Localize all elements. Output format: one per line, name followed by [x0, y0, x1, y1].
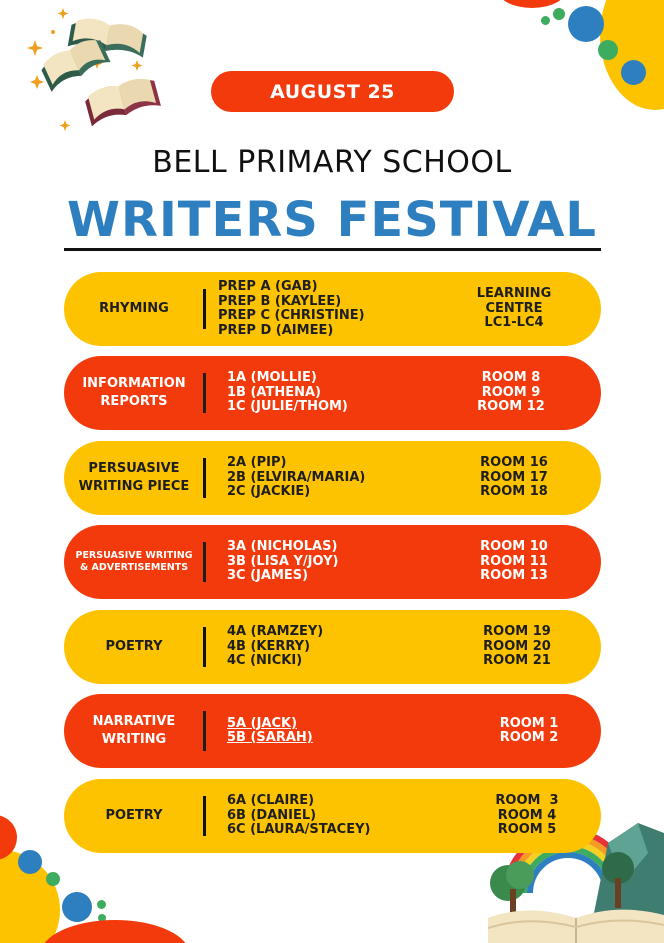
class-item: 4C (NICKI): [227, 653, 303, 669]
room-item: CENTRE: [485, 300, 543, 316]
row-divider: [203, 289, 206, 329]
class-list: [227, 525, 338, 599]
decor-circle-bl-red2: [40, 920, 190, 943]
room-item: ROOM 17: [480, 469, 548, 485]
room-list: [454, 272, 574, 346]
topic-label: PERSUASIVE WRITING PIECE: [78, 461, 190, 494]
room-item: ROOM 11: [480, 553, 548, 569]
room-item: ROOM 19: [483, 624, 551, 640]
room-item: ROOM 2: [499, 730, 559, 745]
class-item: 1B (ATHENA): [227, 384, 321, 400]
class-item: PREP D (AIMEE): [218, 322, 334, 338]
row-divider: [203, 458, 206, 498]
class-item: 1A (MOLLIE): [227, 370, 317, 386]
room-list: [451, 356, 571, 430]
class-list: [218, 272, 365, 346]
room-item: ROOM 10: [480, 539, 548, 555]
class-item: 3A (NICHOLAS): [227, 539, 338, 555]
schedule-row-poetry-4: [64, 610, 601, 684]
class-item: 4A (RAMZEY): [227, 624, 324, 640]
room-list: [457, 610, 577, 684]
topic-label: INFORMATION REPORTS: [82, 376, 186, 409]
class-item: 3B (LISA Y/JOY): [227, 553, 339, 569]
room-item: ROOM 8: [481, 370, 541, 386]
decor-circle-tr-blue2: [621, 60, 646, 85]
decor-circle-tr-green2: [541, 16, 550, 25]
topic-label: PERSUASIVE WRITING & ADVERTISEMENTS: [75, 550, 193, 573]
topic-label: NARRATIVE WRITING: [92, 714, 176, 747]
page-title: WRITERS FESTIVAL: [67, 192, 597, 248]
topic-label: RHYMING: [99, 301, 169, 316]
class-item: 2B (ELVIRA/MARIA): [227, 469, 366, 485]
schedule-row-persuasive-writing: [64, 441, 601, 515]
room-item: ROOM 13: [480, 568, 548, 584]
class-item: 4B (KERRY): [227, 638, 311, 654]
class-item: 6C (LAURA/STACEY): [227, 822, 371, 838]
decor-circle-bl-green: [46, 872, 60, 886]
class-item: PREP A (GAB): [218, 279, 318, 294]
room-item: LEARNING: [476, 286, 552, 302]
class-item: 6A (CLAIRE): [227, 793, 315, 809]
row-divider: [203, 711, 206, 751]
decor-circle-tr-green3: [598, 40, 618, 60]
title-divider: [64, 248, 601, 251]
decor-circle-bl-blue: [18, 850, 42, 874]
school-name: BELL PRIMARY SCHOOL: [152, 145, 512, 180]
class-list: [227, 694, 313, 768]
class-item: 2C (JACKIE): [227, 484, 311, 500]
room-item: LC1-LC4: [484, 315, 544, 331]
open-book-icon: [25, 0, 165, 150]
topic-label: POETRY: [105, 808, 163, 823]
class-list: [227, 356, 348, 430]
room-list: [454, 525, 574, 599]
class-list: [227, 779, 370, 853]
class-item: 5B (SARAH): [227, 730, 313, 745]
room-list: [454, 441, 574, 515]
class-item: 5A (JACK): [227, 715, 298, 731]
row-divider: [203, 542, 206, 582]
class-item: 3C (JAMES): [227, 568, 309, 584]
room-item: ROOM 21: [483, 653, 551, 669]
room-item: ROOM 1: [499, 715, 559, 731]
class-item: 6B (DANIEL): [227, 807, 317, 823]
topic-label: POETRY: [105, 639, 163, 654]
room-item: ROOM 16: [480, 455, 548, 471]
room-list: [467, 779, 587, 853]
row-divider: [203, 627, 206, 667]
schedule-row-rhyming: [64, 272, 601, 346]
decor-circle-tr-blue: [568, 6, 604, 42]
schedule-row-poetry-6: [64, 779, 601, 853]
row-divider: [203, 796, 206, 836]
date-badge: AUGUST 25: [211, 71, 454, 112]
class-item: PREP B (KAYLEE): [218, 293, 342, 309]
room-item: ROOM 9: [481, 384, 541, 400]
decor-circle-bl-green2: [97, 900, 106, 909]
room-list: [469, 694, 589, 768]
schedule-row-persuasive-advertisements: [64, 525, 601, 599]
decor-circle-tr-red: [497, 0, 567, 8]
class-item: 1C (JULIE/THOM): [227, 399, 348, 415]
row-divider: [203, 373, 206, 413]
room-item: ROOM 4: [497, 807, 557, 823]
class-list: [227, 441, 365, 515]
schedule-row-narrative-writing: [64, 694, 601, 768]
class-item: PREP C (CHRISTINE): [218, 308, 365, 323]
decor-circle-tr-green1: [553, 8, 565, 20]
decor-circle-bl-blue2: [62, 892, 92, 922]
class-list: [227, 610, 323, 684]
schedule-row-information-reports: [64, 356, 601, 430]
room-item: ROOM 20: [483, 638, 551, 654]
room-item: ROOM 18: [480, 484, 548, 500]
class-item: 2A (PIP): [227, 455, 287, 471]
room-item: ROOM 3: [495, 793, 559, 809]
room-item: ROOM 5: [497, 822, 557, 838]
room-item: ROOM 12: [477, 399, 545, 415]
